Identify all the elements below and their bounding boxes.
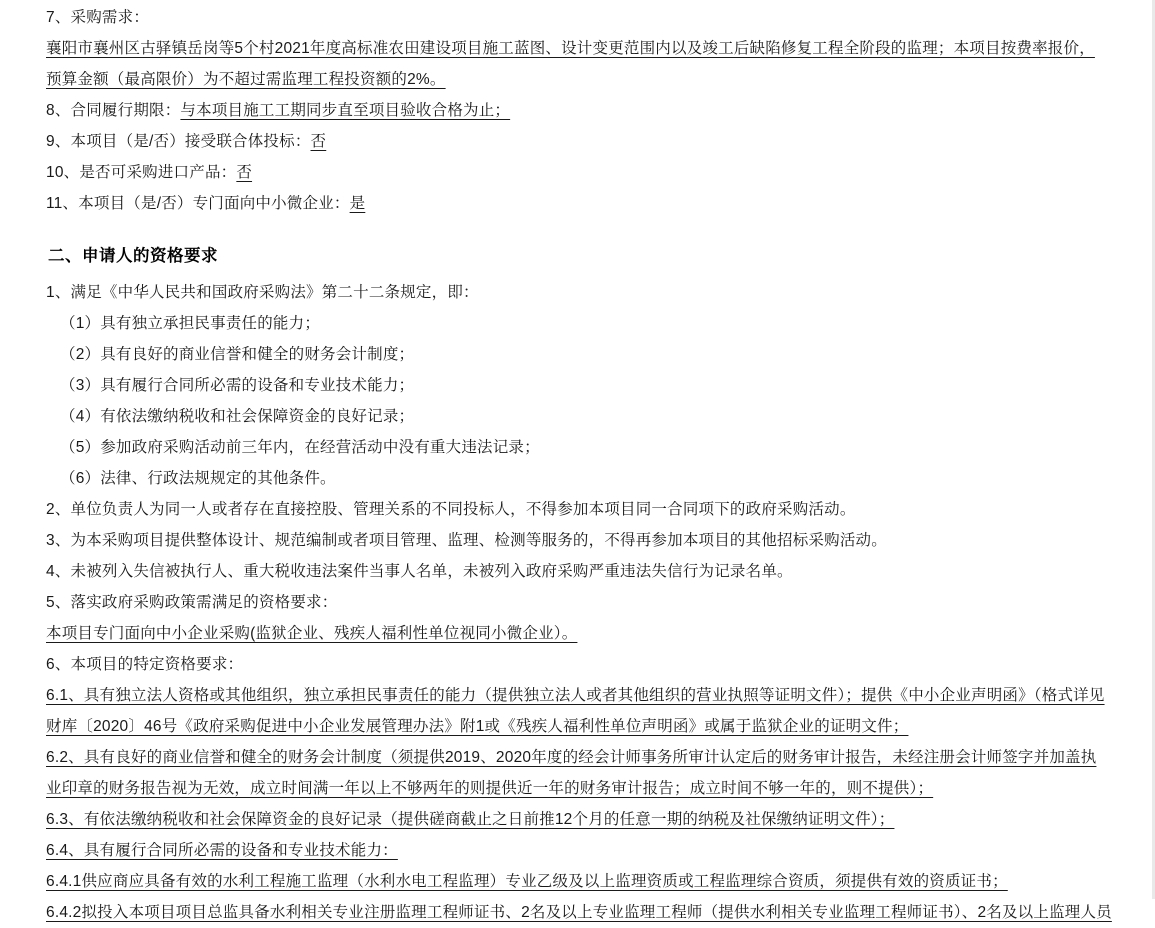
clause-10 <box>46 157 1105 188</box>
qualification-text: （6）法律、行政法规规定的其他条件。 <box>60 470 336 487</box>
qualification-text: 6.4、具有履行合同所必需的设备和专业技术能力： <box>46 842 398 859</box>
qualification-item <box>46 308 1105 339</box>
clause-11 <box>46 188 1105 219</box>
clause-9-label: 9、本项目（是/否）接受联合体投标： <box>46 133 311 150</box>
clause-8 <box>46 95 1105 126</box>
qualification-item <box>46 804 1105 835</box>
qualification-text: （1）具有独立承担民事责任的能力； <box>60 315 321 332</box>
qualification-item <box>46 463 1105 494</box>
section-two-heading: 二、申请人的资格要求 <box>48 247 218 265</box>
qualification-item <box>46 525 1105 556</box>
clause-10-value: 否 <box>236 164 253 181</box>
qualification-item <box>46 401 1105 432</box>
qualification-item <box>46 339 1105 370</box>
qualification-text: 6.4.1供应商应具备有效的水利工程施工监理（水利水电工程监理）专业乙级及以上监理资质或工程监理综合资质，须提供有效的资质证书； <box>46 873 1008 890</box>
qualification-item <box>46 556 1105 587</box>
qualification-text: 5、落实政府采购政策需满足的资格要求： <box>46 594 338 611</box>
qualification-text: 3、为本采购项目提供整体设计、规范编制或者项目管理、监理、检测等服务的，不得再参加本项目的其他招标采购活动。 <box>46 532 887 549</box>
qualification-item <box>46 277 1105 308</box>
clause-9-value: 否 <box>310 133 327 150</box>
qualification-text: （4）有依法缴纳税收和社会保障资金的良好记录； <box>60 408 415 425</box>
qualification-text: 6.3、有依法缴纳税收和社会保障资金的良好记录（提供磋商截止之日前推12个月的任意一期的纳税及社保缴纳证明文件）； <box>46 811 895 828</box>
qualification-item <box>46 680 1105 742</box>
clause-11-value: 是 <box>349 195 366 212</box>
clause-8-label: 8、合同履行期限： <box>46 102 181 119</box>
clause-7-label <box>46 2 1105 33</box>
qualification-item <box>46 835 1105 866</box>
qualification-text: （2）具有良好的商业信誉和健全的财务会计制度； <box>60 346 415 363</box>
qualification-item <box>46 618 1105 649</box>
qualification-item <box>46 587 1105 618</box>
qualification-text: （3）具有履行合同所必需的设备和专业技术能力； <box>60 377 415 394</box>
qualification-text: 6.4.2拟投入本项目项目总监具备水利相关专业注册监理工程师证书、2名及以上专业监理工程师（提供水利相关专业监理工程师证书）、2名及以上监理人员 <box>46 904 1112 921</box>
clause-7-body <box>46 33 1105 95</box>
qualification-item <box>46 897 1112 928</box>
qualification-text: 本项目专门面向中小企业采购(监狱企业、残疾人福利性单位视同小微企业）。 <box>46 625 578 642</box>
clause-10-label: 10、是否可采购进口产品： <box>46 164 237 181</box>
qualification-text: （5）参加政府采购活动前三年内，在经营活动中没有重大违法记录； <box>60 439 540 456</box>
qualification-item <box>46 370 1105 401</box>
qualification-item <box>46 494 1105 525</box>
section-two-body <box>46 277 1112 928</box>
qualification-item <box>46 742 1105 804</box>
qualification-text: 1、满足《中华人民共和国政府采购法》第二十二条规定，即： <box>46 284 479 301</box>
section-purchase-requirements <box>46 0 1105 219</box>
qualification-item <box>46 432 1105 463</box>
qualification-item <box>46 649 1105 680</box>
qualification-text: 4、未被列入失信被执行人、重大税收违法案件当事人名单，未被列入政府采购严重违法失信行为记录名单。 <box>46 563 793 580</box>
section-spacer <box>46 219 1105 241</box>
clause-7-body-text: 襄阳市襄州区古驿镇岳岗等5个村2021年度高标准农田建设项目施工蓝图、设计变更范围内以及竣工后缺陷修复工程全阶段的监理；本项目按费率报价，预算金额（最高限价）为不超过需监理工程投资额的2%。 <box>46 40 1095 88</box>
qualification-text: 6.2、具有良好的商业信誉和健全的财务会计制度（须提供2019、2020年度的经会计师事务所审计认定后的财务审计报告，未经注册会计师签字并加盖执业印章的财务报告视为无效，成立时间满一年以上不够两年的则提供近一年的财务审计报告；成立时间不够一年的，则不提供）； <box>46 749 1097 797</box>
qualification-item <box>46 866 1105 897</box>
qualification-text: 6、本项目的特定资格要求： <box>46 656 244 673</box>
qualification-text: 2、单位负责人为同一人或者存在直接控股、管理关系的不同投标人，不得参加本项目同一合同项下的政府采购活动。 <box>46 501 856 518</box>
clause-7-text: 7、采购需求： <box>46 9 150 26</box>
clause-11-label: 11、本项目（是/否）专门面向中小微企业： <box>46 195 350 212</box>
clause-8-value: 与本项目施工工期同步直至项目验收合格为止； <box>180 102 511 119</box>
clause-9 <box>46 126 1105 157</box>
qualification-text: 6.1、具有独立法人资格或其他组织，独立承担民事责任的能力（提供独立法人或者其他组织的营业执照等证明文件）；提供《中小企业声明函》（格式详见财库〔2020〕46号《政府采购促进中小企业发展管理办法》附1或《残疾人福利性单位声明函》或属于监狱企业的证明文件； <box>46 687 1105 735</box>
